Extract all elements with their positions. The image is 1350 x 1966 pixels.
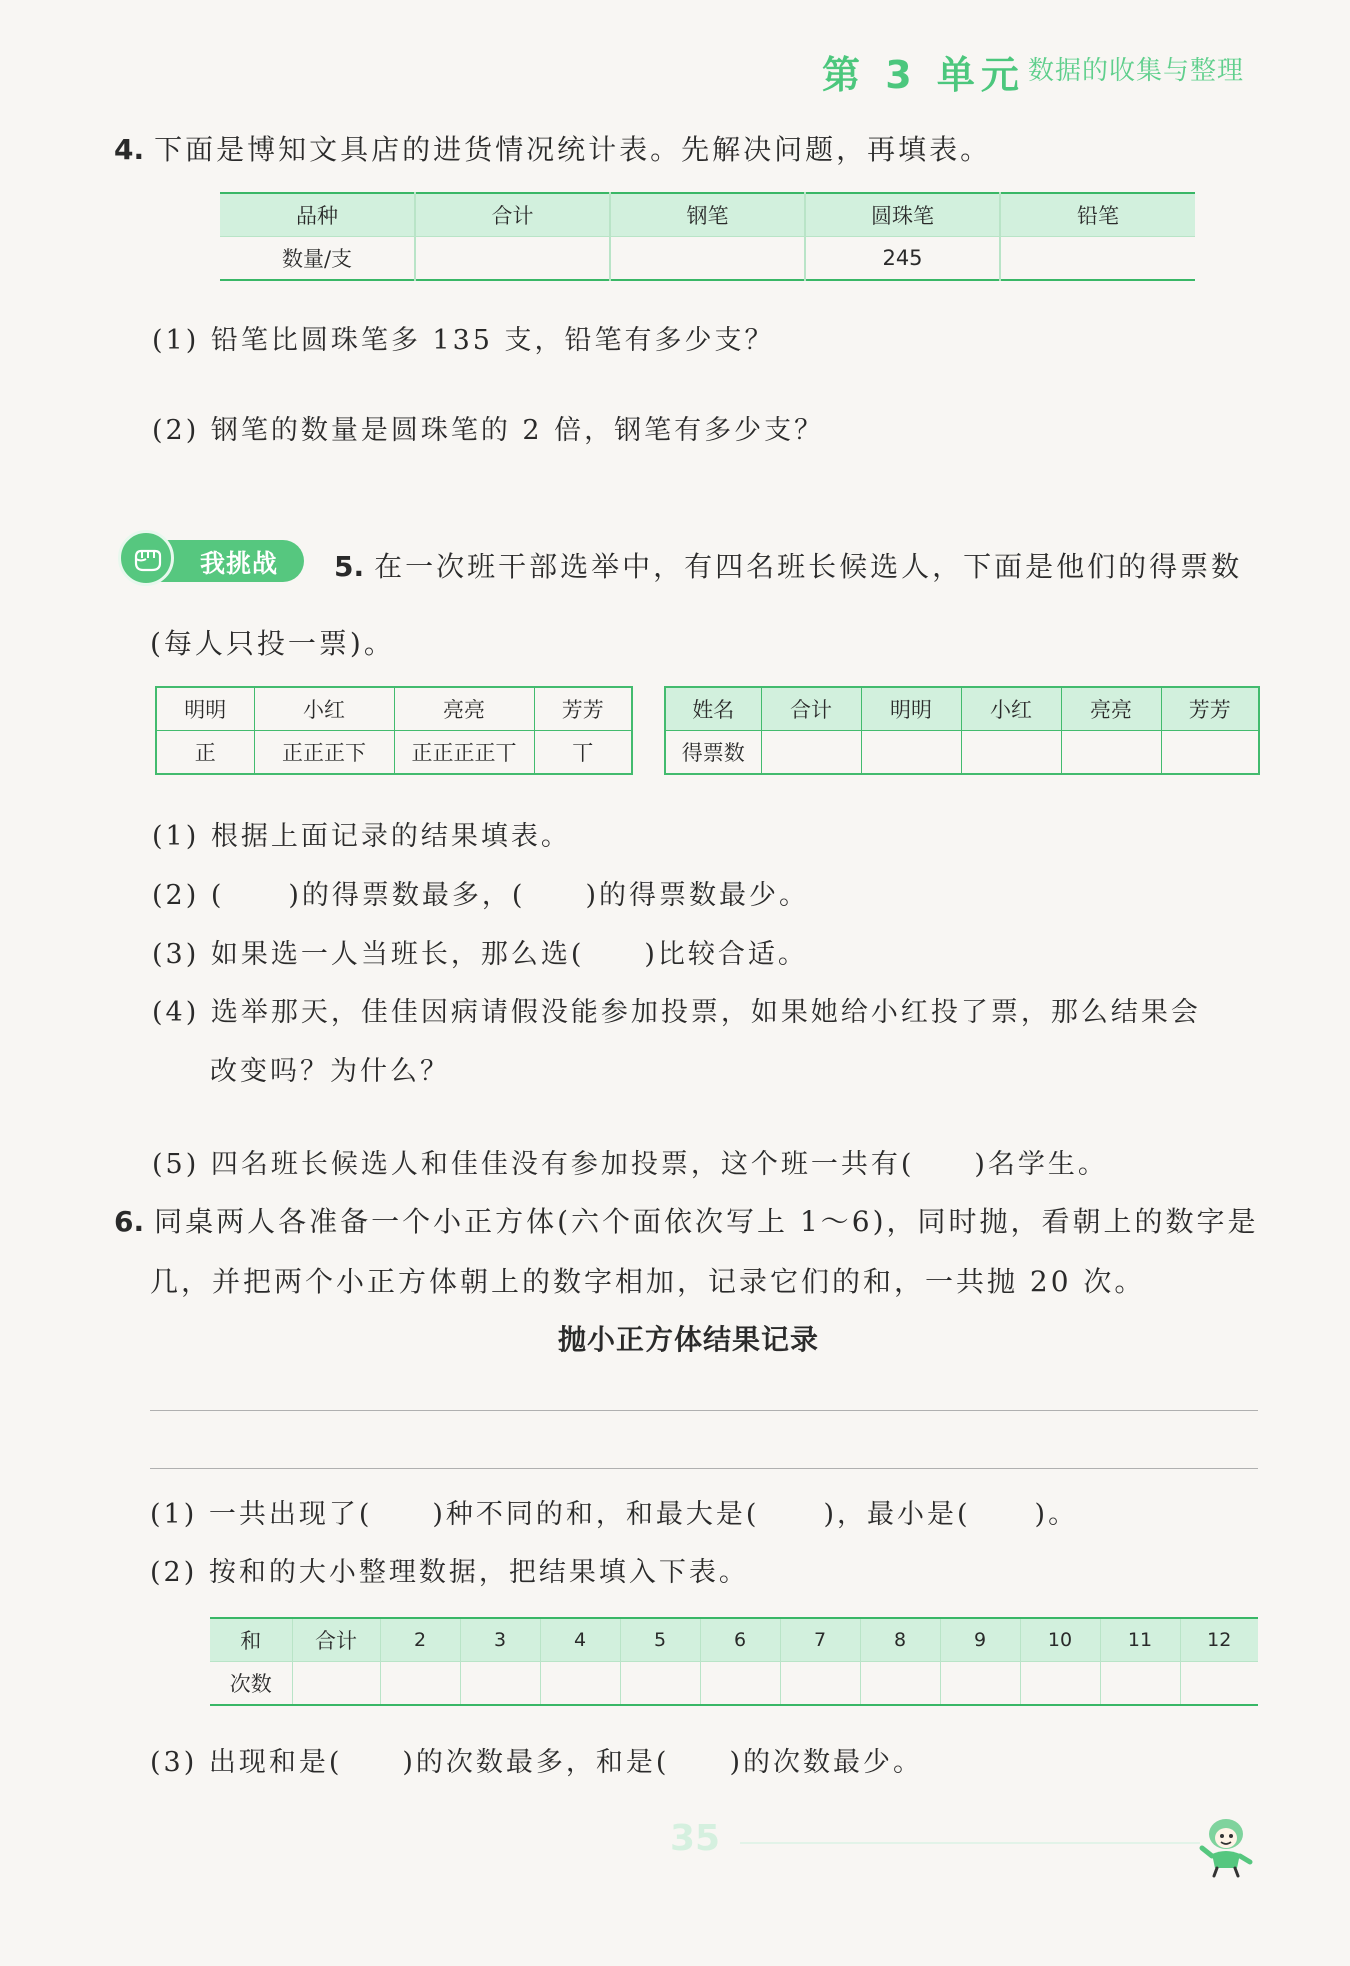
sub-text: )比较合适。	[644, 939, 808, 970]
table-cell: 芳芳	[534, 687, 632, 731]
table-cell: 7	[780, 1618, 860, 1662]
q5-sub4-line2: 改变吗？为什么？	[210, 1056, 450, 1087]
q6-sub1	[150, 1492, 1078, 1531]
table-cell: 姓名	[665, 687, 761, 731]
sub-text: )的次数最少。	[729, 1747, 923, 1778]
answer-cell[interactable]	[610, 237, 805, 281]
table-cell: 亮亮	[394, 687, 534, 731]
table-cell: 9	[940, 1618, 1020, 1662]
answer-cell[interactable]	[1000, 237, 1195, 281]
footer-rule	[740, 1842, 1200, 1844]
table-cell: 合计	[292, 1618, 380, 1662]
answer-cell[interactable]	[1100, 1662, 1180, 1706]
table-cell: 2	[380, 1618, 460, 1662]
table-cell: 3	[460, 1618, 540, 1662]
tally-header-row	[156, 687, 632, 731]
answer-cell[interactable]	[380, 1662, 460, 1706]
record-line[interactable]	[150, 1410, 1258, 1411]
question-number: 4.	[114, 133, 145, 166]
tally-mark: 正正正下	[254, 731, 394, 775]
question-text: 在一次班干部选举中，有四名班长候选人，下面是他们的得票数	[374, 550, 1243, 583]
question-text: 下面是博知文具店的进货情况统计表。先解决问题，再填表。	[154, 133, 992, 166]
table-cell: 小红	[254, 687, 394, 731]
answer-cell[interactable]	[780, 1662, 860, 1706]
badge-circle	[118, 530, 174, 586]
answer-cell[interactable]	[940, 1662, 1020, 1706]
table-cell: 亮亮	[1061, 687, 1161, 731]
sub-text: )名学生。	[974, 1149, 1108, 1180]
page-number: 35	[670, 1818, 721, 1859]
answer-cell[interactable]	[292, 1662, 380, 1706]
table-cell: 钢笔	[610, 193, 805, 237]
sum-header-row	[210, 1618, 1258, 1662]
table-cell: 245	[805, 237, 1000, 281]
sub-text: (1) 一共出现了(	[150, 1499, 373, 1530]
tally-table	[155, 686, 633, 775]
q5-sub4-line1: (4) 选举那天，佳佳因病请假没能参加投票，如果她给小红投了票，那么结果会	[152, 997, 1201, 1028]
vote-header-row	[665, 687, 1259, 731]
table-cell: 数量/支	[281, 247, 353, 271]
vote-table	[664, 686, 1260, 775]
sub-text: )。	[1034, 1499, 1079, 1530]
sum-table	[210, 1617, 1258, 1706]
challenge-badge	[118, 530, 306, 586]
table-cell: 得票数	[665, 731, 761, 775]
answer-cell[interactable]	[415, 237, 610, 281]
question-number: 6.	[114, 1205, 145, 1238]
unit-subtitle: 数据的收集与整理	[1028, 56, 1245, 86]
table-cell: 圆珠笔	[805, 193, 1000, 237]
table-cell: 10	[1020, 1618, 1100, 1662]
table-cell: 合计	[415, 193, 610, 237]
stock-table-row	[220, 237, 1195, 281]
answer-cell[interactable]	[620, 1662, 700, 1706]
table-cell: 4	[540, 1618, 620, 1662]
question-4	[114, 128, 991, 168]
table-cell: 5	[620, 1618, 700, 1662]
sub-text: (2) (	[152, 880, 225, 911]
sub-text: )的次数最多，和是(	[402, 1747, 670, 1778]
q5-sub1: (1) 根据上面记录的结果填表。	[152, 821, 571, 852]
sub-text: (3) 出现和是(	[150, 1747, 343, 1778]
tally-mark: 丅	[534, 731, 632, 775]
table-cell: 芳芳	[1161, 687, 1259, 731]
question-6-cont: 几，并把两个小正方体朝上的数字相加，记录它们的和，一共抛 20 次。	[150, 1265, 1146, 1298]
answer-cell[interactable]	[460, 1662, 540, 1706]
q6-sub2: (2) 按和的大小整理数据，把结果填入下表。	[150, 1557, 749, 1588]
q5-sub2	[152, 873, 809, 912]
table-cell: 6	[700, 1618, 780, 1662]
sub-text: (5) 四名班长候选人和佳佳没有参加投票，这个班一共有(	[152, 1149, 915, 1180]
tally-marks-row	[156, 731, 632, 775]
table-cell: 明明	[156, 687, 254, 731]
tally-mark: 正	[156, 731, 254, 775]
record-line[interactable]	[150, 1468, 1258, 1469]
q6-sub3	[150, 1740, 923, 1779]
tally-mark: 正正正正丅	[394, 731, 534, 775]
table-cell: 明明	[861, 687, 961, 731]
fist-icon	[131, 545, 163, 573]
answer-cell[interactable]	[1161, 731, 1259, 775]
answer-cell[interactable]	[540, 1662, 620, 1706]
answer-cell[interactable]	[700, 1662, 780, 1706]
answer-cell[interactable]	[761, 731, 861, 775]
sub-text: )，最小是(	[823, 1499, 971, 1530]
table-cell: 次数	[229, 1672, 272, 1696]
q5-sub5	[152, 1142, 1108, 1181]
sum-count-row	[210, 1662, 1258, 1706]
table-cell: 11	[1100, 1618, 1180, 1662]
question-number: 5.	[334, 550, 365, 583]
sub-text: )种不同的和，和最大是(	[432, 1499, 760, 1530]
q4-sub2: (2) 钢笔的数量是圆珠笔的 2 倍，钢笔有多少支？	[152, 415, 825, 446]
answer-cell[interactable]	[961, 731, 1061, 775]
q4-sub1: (1) 铅笔比圆珠笔多 135 支，铅笔有多少支？	[152, 325, 775, 356]
table-cell: 品种	[220, 193, 415, 237]
record-title: 抛小正方体结果记录	[558, 1323, 820, 1356]
answer-cell[interactable]	[1180, 1662, 1258, 1706]
q5-sub3	[152, 932, 808, 971]
badge-label: 我挑战	[200, 549, 279, 578]
table-cell: 和	[210, 1618, 292, 1662]
sub-text: (3) 如果选一人当班长，那么选(	[152, 939, 585, 970]
question-6	[114, 1200, 1259, 1240]
table-cell: 8	[860, 1618, 940, 1662]
stock-table-header	[220, 193, 1195, 237]
answer-cell[interactable]	[860, 1662, 940, 1706]
question-text: 同桌两人各准备一个小正方体(六个面依次写上 1～6)，同时抛，看朝上的数字是	[154, 1205, 1259, 1238]
unit-title: 第 3 单元	[822, 53, 1025, 97]
vote-count-row	[665, 731, 1259, 775]
sub-text: )的得票数最少。	[585, 880, 809, 911]
table-cell: 小红	[961, 687, 1061, 731]
question-5-cont: (每人只投一票)。	[150, 627, 395, 660]
question-5	[334, 545, 1242, 585]
stock-table	[220, 192, 1195, 281]
answer-cell[interactable]	[1020, 1662, 1100, 1706]
table-cell: 合计	[761, 687, 861, 731]
answer-cell[interactable]	[861, 731, 961, 775]
sub-text: )的得票数最多，(	[288, 880, 526, 911]
table-cell: 铅笔	[1000, 193, 1195, 237]
table-cell: 12	[1180, 1618, 1258, 1662]
answer-cell[interactable]	[1061, 731, 1161, 775]
mascot-icon	[1190, 1808, 1260, 1878]
